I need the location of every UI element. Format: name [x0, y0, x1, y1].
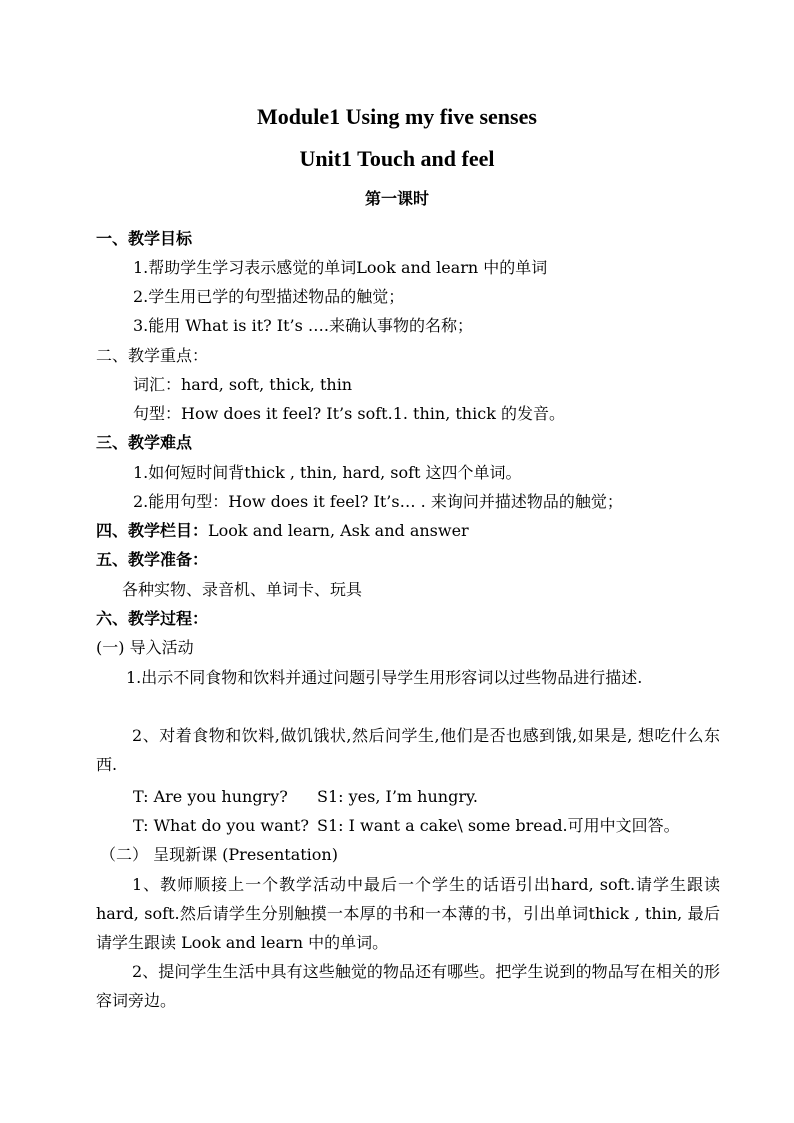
dialogue-1-teacher: T: Are you hungry? [133, 787, 288, 806]
preparation-items: 各种实物、录音机、单词卡、玩具 [122, 580, 363, 599]
difficulty-item-2: 2.能用句型：How does it feel? It’s… . 来询问并描述物品的触觉； [133, 492, 623, 511]
section-objectives-heading: 一、教学目标 [96, 229, 193, 248]
paragraph-text: 1、教师顺接上一个教学活动中最后一个学生的话语引出hard, soft.请学生跟读 hard, soft.然后请学生分别触摸一本厚的书和一本薄的书，引出单词thick , thin, 最后请学生跟读 Look and learn 中的单词。 [96, 875, 720, 952]
section-columns-heading: 四、教学栏目： [96, 521, 209, 540]
module-title: Module1 Using my five senses [257, 104, 537, 129]
section-difficulties-heading: 三、教学难点 [96, 433, 193, 452]
objective-item-3: 3.能用 What is it? It’s ….来确认事物的名称； [133, 316, 474, 335]
unit-title: Unit1 Touch and feel [299, 146, 495, 171]
section-columns [96, 520, 469, 542]
paragraph-text: 2、对着食物和饮料,做饥饿状,然后问学生,他们是否也感到饿,如果是, 想吃什么东西. [96, 726, 720, 774]
process-step-2-heading: （二） 呈现新课 (Presentation) [100, 845, 338, 864]
lesson-title: 第一课时 [364, 191, 429, 208]
dialogue-2-student: S1: I want a cake\ some bread.可用中文回答。 [317, 816, 680, 835]
objective-item-1: 1.帮助学生学习表示感觉的单词Look and learn 中的单词 [133, 258, 548, 277]
paragraph-text: 1.出示不同食物和饮料并通过问题引导学生用形容词以过些物品进行描述. [126, 668, 643, 687]
process-step-1-heading: (一) 导入活动 [96, 638, 194, 657]
process-step-1-paragraph-1 [96, 663, 720, 692]
section-columns-text: Look and learn, Ask and answer [208, 521, 469, 540]
paragraph-text: 2、提问学生生活中具有这些触觉的物品还有哪些。把学生说到的物品写在相关的形容词旁边。 [96, 962, 720, 1010]
difficulty-item-1: 1.如何短时间背thick , thin, hard, soft 这四个单词。 [133, 463, 522, 482]
section-key-points-heading: 二、教学重点： [96, 346, 209, 365]
section-process-heading: 六、教学过程： [96, 609, 209, 628]
process-step-2-paragraph-2 [96, 957, 720, 1015]
dialogue-1-student: S1: yes, I’m hungry. [317, 787, 478, 806]
process-step-2-paragraph-1 [96, 870, 720, 957]
key-point-sentence: 句型：How does it feel? It’s soft.1. thin, thick 的发音。 [133, 404, 565, 423]
section-preparation-heading: 五、教学准备： [96, 550, 209, 569]
objective-item-2: 2.学生用已学的句型描述物品的触觉； [133, 287, 405, 306]
process-step-1-paragraph-2 [96, 721, 720, 779]
dialogue-2-teacher: T: What do you want? [133, 816, 309, 835]
key-point-vocabulary: 词汇：hard, soft, thick, thin [133, 375, 353, 394]
